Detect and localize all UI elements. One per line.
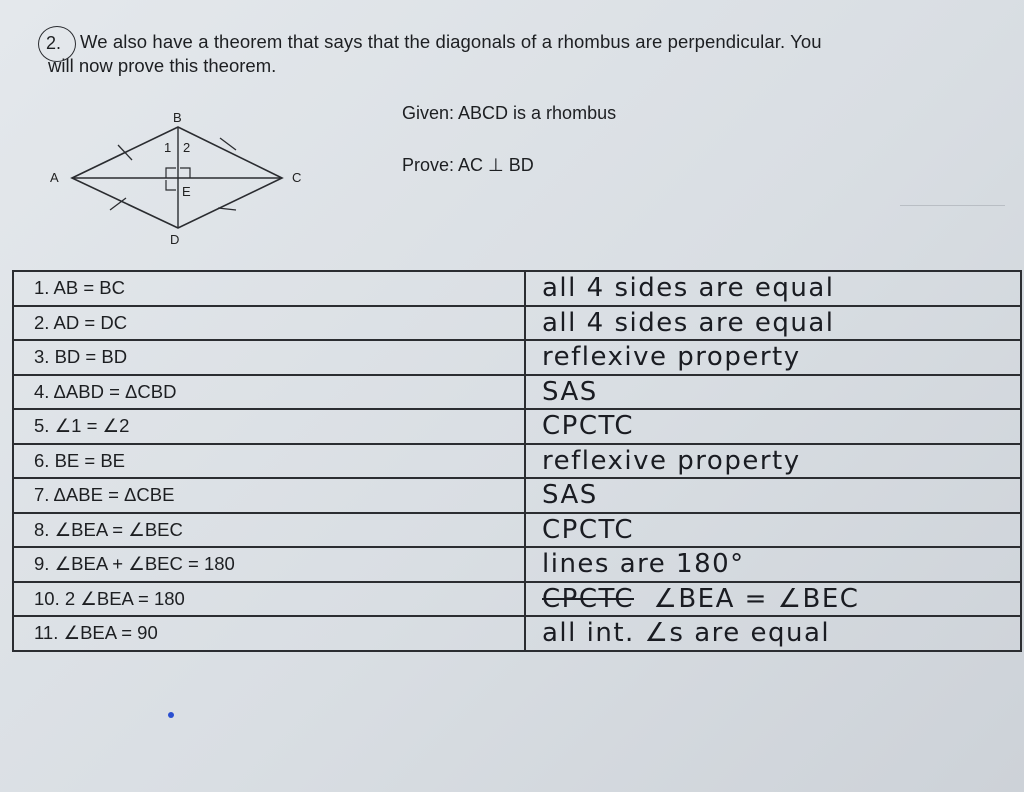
reason-text: ∠BEA = ∠BEC bbox=[653, 583, 860, 614]
right-angle-mark-left bbox=[166, 168, 176, 178]
statement-cell: 2. AD = DC bbox=[13, 306, 525, 341]
reason-cell: CPCTC bbox=[525, 409, 1021, 444]
table-row bbox=[13, 409, 1021, 444]
statement-cell: 1. AB = BC bbox=[13, 271, 525, 306]
problem-text-line-2: will now prove this theorem. bbox=[48, 55, 277, 76]
statement-cell: 9. ∠BEA + ∠BEC = 180 bbox=[13, 547, 525, 582]
statement-cell: 8. ∠BEA = ∠BEC bbox=[13, 513, 525, 548]
label-b: B bbox=[173, 110, 182, 125]
reason-cell: lines are 180° bbox=[525, 547, 1021, 582]
table-row bbox=[13, 306, 1021, 341]
reason-cell: all int. ∠s are equal bbox=[525, 616, 1021, 651]
table-row bbox=[13, 444, 1021, 479]
label-a: A bbox=[50, 170, 59, 185]
right-angle-mark-right bbox=[180, 168, 190, 178]
right-angle-mark-lower bbox=[166, 180, 176, 190]
reason-cell: CPCTC bbox=[525, 513, 1021, 548]
reason-cell: SAS bbox=[525, 375, 1021, 410]
statement-cell: 7. ΔABE = ΔCBE bbox=[13, 478, 525, 513]
proof-table bbox=[12, 270, 1022, 652]
tick-mark-dc bbox=[218, 208, 236, 210]
ink-dot bbox=[168, 712, 174, 718]
table-row bbox=[13, 271, 1021, 306]
table-row bbox=[13, 582, 1021, 617]
statement-cell: 4. ΔABD = ΔCBD bbox=[13, 375, 525, 410]
table-row bbox=[13, 478, 1021, 513]
reason-cell: SAS bbox=[525, 478, 1021, 513]
reason-cell: all 4 sides are equal bbox=[525, 271, 1021, 306]
table-row bbox=[13, 375, 1021, 410]
statement-cell: 10. 2 ∠BEA = 180 bbox=[13, 582, 525, 617]
reason-cell: reflexive property bbox=[525, 444, 1021, 479]
table-row bbox=[13, 513, 1021, 548]
table-row bbox=[13, 340, 1021, 375]
label-e: E bbox=[182, 184, 191, 199]
problem-number: 2. bbox=[46, 33, 62, 53]
rhombus-diagram bbox=[40, 100, 310, 250]
statement-cell: 3. BD = BD bbox=[13, 340, 525, 375]
statement-cell: 6. BE = BE bbox=[13, 444, 525, 479]
table-row bbox=[13, 616, 1021, 651]
reason-cell: reflexive property bbox=[525, 340, 1021, 375]
label-angle-2: 2 bbox=[183, 140, 191, 155]
label-c: C bbox=[292, 170, 302, 185]
tick-mark-ab bbox=[118, 145, 132, 160]
faint-pencil-line bbox=[900, 205, 1005, 206]
struck-out-reason: CPCTC bbox=[542, 583, 634, 614]
label-d: D bbox=[170, 232, 180, 247]
prove-statement: Prove: AC ⊥ BD bbox=[402, 155, 534, 175]
problem-text-line-1: We also have a theorem that says that the diagonals of a rhombus are perpendicular. You bbox=[80, 31, 822, 52]
statement-cell: 11. ∠BEA = 90 bbox=[13, 616, 525, 651]
table-row bbox=[13, 547, 1021, 582]
statement-cell: 5. ∠1 = ∠2 bbox=[13, 409, 525, 444]
reason-cell: all 4 sides are equal bbox=[525, 306, 1021, 341]
label-angle-1: 1 bbox=[164, 140, 172, 155]
given-statement: Given: ABCD is a rhombus bbox=[402, 103, 617, 123]
reason-cell bbox=[525, 582, 1021, 617]
